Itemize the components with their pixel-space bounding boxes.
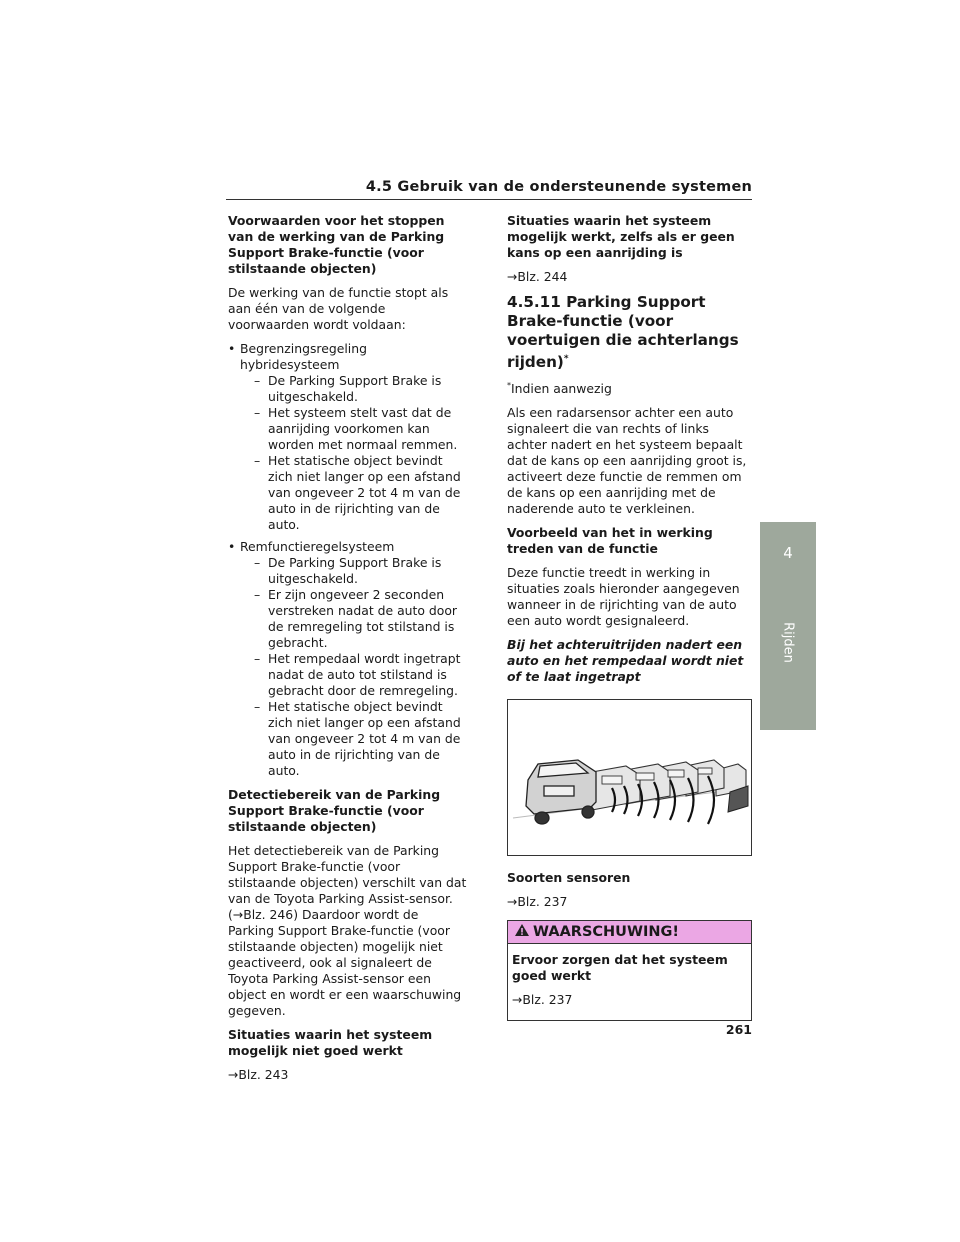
paragraph-function-intro: Als een radarsensor achter een auto signaleert die van rechts of links achter nadert en het systeem bepaalt dat de kans op een aanrijding groot is, activeert deze functie de remmen om de kans op een aanrijding met de naderende auto te verkleinen. bbox=[507, 405, 747, 517]
left-column bbox=[228, 213, 468, 1091]
warning-triangle-icon bbox=[514, 923, 530, 941]
heading-sensor-types: Soorten sensoren bbox=[507, 870, 631, 886]
paragraph-stop-intro: De werking van de functie stopt als aan één van de volgende voorwaarden wordt voldaan: bbox=[228, 285, 449, 332]
header-rule bbox=[226, 199, 752, 200]
page-reference-link[interactable]: →Blz. 237 bbox=[507, 894, 568, 910]
bullet-list bbox=[228, 341, 468, 779]
list-item: – Het statische object bevindt zich niet langer op een afstand van ongeveer 2 tot 4 m van de auto in de rijrichting van de auto. bbox=[254, 453, 461, 532]
right-column bbox=[507, 213, 752, 1021]
list-item: – De Parking Support Brake is uitgeschakeld. bbox=[254, 555, 442, 586]
dash-list bbox=[240, 555, 468, 779]
paragraph-detection-range: Het detectiebereik van de Parking Support Brake-functie (voor stilstaande objecten) verschilt van dat van de Toyota Parking Assist-sensor. (→Blz. 246) Daardoor wordt de Parking Support Brake-functie (voor stilstaande objecten) mogelijk niet geactiveerd, ook al signaleert de Toyota Parking Assist-sensor een object en wordt er een waarschuwing gegeven. bbox=[228, 843, 467, 1018]
illustration-reversing-cars bbox=[507, 699, 752, 856]
warning-body bbox=[508, 944, 751, 1020]
list-item: • Remfunctieregelsysteem – De Parking Support Brake is uitgeschakeld. – Er zijn ongeveer 2 seconden verstreken nadat de auto door de remregeling tot stilstand is gebracht. – Het rempedaal wordt ingetrapt nadat de auto tot stilstand is gebracht door de remregeling. – Het statische object bevindt zich niet langer op een afstand van ongeveer 2 tot 4 m van de auto in de rijrichting van de auto. bbox=[228, 539, 468, 779]
running-header: 4.5 Gebruik van de ondersteunende systemen bbox=[365, 179, 752, 195]
dash-list bbox=[240, 373, 468, 533]
list-item: – Er zijn ongeveer 2 seconden verstreken nadat de auto door de remregeling tot stilstand is gebracht. bbox=[254, 587, 458, 650]
bullet-label: Begrenzingsregeling hybridesysteem bbox=[240, 341, 367, 372]
list-item: – Het statische object bevindt zich niet langer op een afstand van ongeveer 2 tot 4 m van de auto in de rijrichting van de auto. bbox=[254, 699, 461, 778]
warning-box bbox=[507, 920, 752, 1021]
heading-reversing-case: Bij het achteruitrijden nadert een auto en het rempedaal wordt niet of te laat ingetrapt bbox=[507, 637, 744, 685]
page-number: 261 bbox=[725, 1022, 752, 1037]
warning-title: WAARSCHUWING! bbox=[533, 924, 679, 941]
section-title: 4.5.11 Parking Support Brake-functie (voor voertuigen die achterlangs rijden)* bbox=[507, 293, 739, 372]
cars-illustration-icon bbox=[508, 700, 751, 855]
page-reference-link[interactable]: →Blz. 244 bbox=[507, 269, 568, 284]
warning-header bbox=[508, 921, 751, 944]
list-item: – Het systeem stelt vast dat de aanrijding voorkomen kan worden met normaal remmen. bbox=[254, 405, 458, 452]
chapter-tab-label: Rijden bbox=[780, 622, 796, 663]
warning-heading: Ervoor zorgen dat het systeem goed werkt bbox=[512, 952, 728, 984]
heading-may-not-work: Situaties waarin het systeem mogelijk niet goed werkt bbox=[228, 1027, 433, 1058]
heading-stop-conditions: Voorwaarden voor het stoppen van de werking van de Parking Support Brake-functie (voor stilstaande objecten) bbox=[228, 213, 445, 276]
bullet-label: Remfunctieregelsysteem bbox=[240, 539, 395, 554]
list-item: – Het rempedaal wordt ingetrapt nadat de auto tot stilstand is gebracht door de remregeling. bbox=[254, 651, 461, 698]
page-reference-link[interactable]: →Blz. 243 bbox=[228, 1067, 289, 1082]
paragraph-example: Deze functie treedt in werking in situaties zoals hieronder aangegeven wanneer in de rijrichting van de auto een auto wordt gesignaleerd. bbox=[507, 565, 740, 629]
footnote: *Indien aanwezig bbox=[507, 381, 612, 397]
chapter-tab-number: 4 bbox=[760, 522, 816, 585]
heading-example: Voorbeeld van het in werking treden van de functie bbox=[507, 525, 713, 557]
heading-may-work: Situaties waarin het systeem mogelijk werkt, zelfs als er geen kans op een aanrijding is bbox=[507, 213, 735, 260]
list-item: – De Parking Support Brake is uitgeschakeld. bbox=[254, 373, 442, 404]
page-reference-link[interactable]: →Blz. 237 bbox=[512, 992, 573, 1008]
list-item: • Begrenzingsregeling hybridesysteem – De Parking Support Brake is uitgeschakeld. – Het systeem stelt vast dat de aanrijding voorkomen kan worden met normaal remmen. – Het statische object bevindt zich niet langer op een afstand van ongeveer 2 tot 4 m van de auto in de rijrichting van de auto. bbox=[228, 341, 468, 533]
heading-detection-range: Detectiebereik van de Parking Support Brake-functie (voor stilstaande objecten) bbox=[228, 787, 441, 834]
